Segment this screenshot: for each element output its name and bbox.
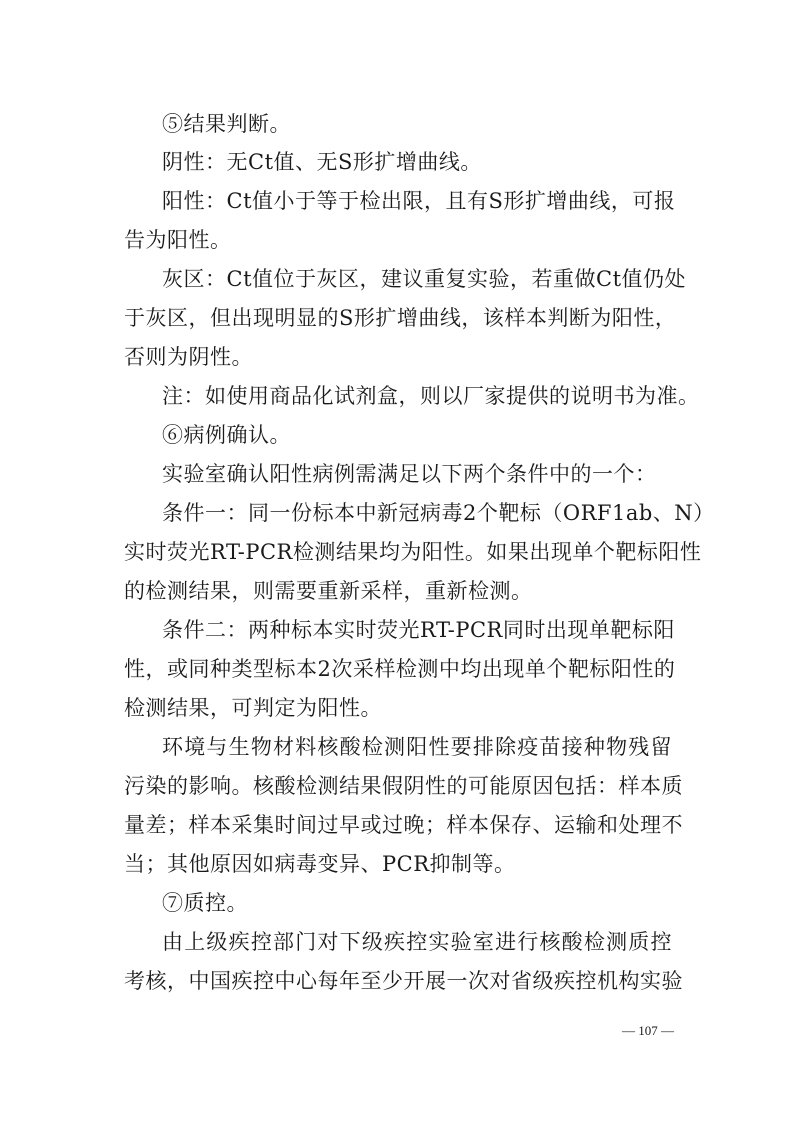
paragraph-line: 条件二：两种标本实时荧光RT-PCR同时出现单靶标阳 [162,618,675,642]
section-heading-result: ⑤结果判断。 [162,112,291,136]
paragraph-line: 性，或同种类型标本2次采样检测中均出现单个靶标阳性的 [124,657,676,681]
paragraph-line: 实验室确认阳性病例需满足以下两个条件中的一个： [162,462,657,486]
paragraph-line: 的检测结果，则需要重新采样，重新检测。 [124,579,533,603]
paragraph-line: 条件一：同一份标本中新冠病毒2个靶标（ORF1ab、N） [162,501,715,525]
page-number: — 107 — [622,1023,674,1038]
paragraph-line: 灰区：Ct值位于灰区，建议重复实验，若重做Ct值仍处 [162,267,687,291]
paragraph-line: 阴性：无Ct值、无S形扩增曲线。 [162,150,482,174]
paragraph-line: 量差；样本采集时间过早或过晚；样本保存、运输和处理不 [124,813,683,837]
paragraph-line: 实时荧光RT-PCR检测结果均为阳性。如果出现单个靶标阳性 [124,540,702,564]
section-heading-case: ⑥病例确认。 [162,423,291,447]
paragraph-line: 于灰区，但出现明显的S形扩增曲线，该样本判断为阳性， [124,306,677,330]
paragraph-line: 当；其他原因如病毒变异、PCR抑制等。 [124,852,516,876]
paragraph-line: 阳性：Ct值小于等于检出限，且有S形扩增曲线，可报 [162,189,676,213]
paragraph-line: 考核，中国疾控中心每年至少开展一次对省级疾控机构实验 [124,969,683,993]
paragraph-line: 由上级疾控部门对下级疾控实验室进行核酸检测质控 [162,930,672,954]
note-line: 注：如使用商品化试剂盒，则以厂家提供的说明书为准。 [162,384,700,408]
section-heading-qc: ⑦质控。 [162,891,248,915]
paragraph-line: 检测结果，可判定为阳性。 [124,696,382,720]
paragraph-line: 告为阳性。 [124,228,232,252]
paragraph-line: 环境与生物材料核酸检测阳性要排除疫苗接种物残留 [162,735,672,759]
paragraph-line: 污染的影响。核酸检测结果假阴性的可能原因包括：样本质 [124,774,683,798]
paragraph-line: 否则为阴性。 [124,345,253,369]
